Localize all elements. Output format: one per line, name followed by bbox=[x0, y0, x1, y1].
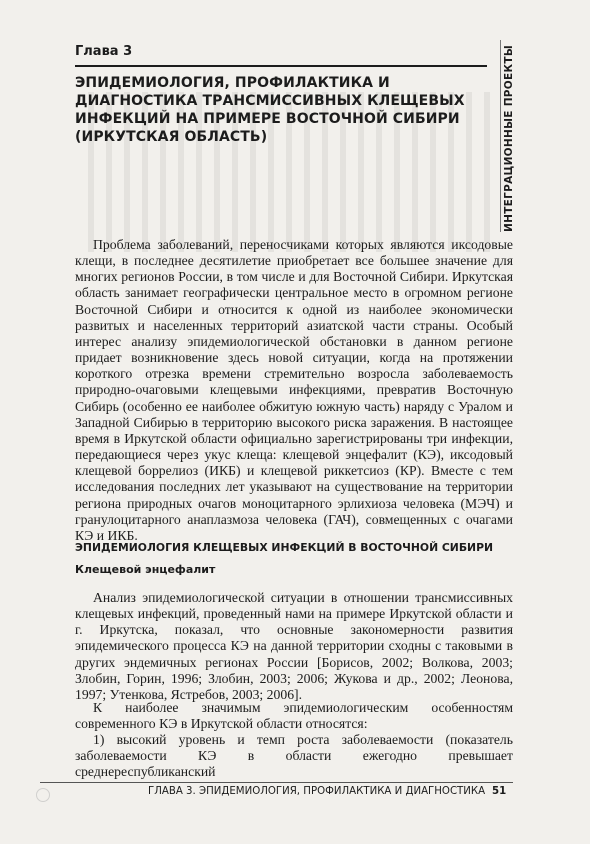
side-divider bbox=[500, 40, 501, 232]
features-intro-paragraph: К наиболее значимым эпидемиологическим особенностям современного КЭ в Иркутской области относятся: bbox=[75, 700, 513, 732]
page-number: 51 bbox=[492, 786, 507, 797]
chapter-label: Глава 3 bbox=[75, 44, 133, 59]
chapter-title: ЭПИДЕМИОЛОГИЯ, ПРОФИЛАКТИКА И ДИАГНОСТИКА ТРАНСМИССИВНЫХ КЛЕЩЕВЫХ ИНФЕКЦИЙ НА ПРИМЕРЕ ВОСТОЧНОЙ СИБИРИ (ИРКУТСКАЯ ОБЛАСТЬ) bbox=[75, 75, 465, 145]
footer-mark-icon bbox=[36, 788, 50, 802]
section-side-label: ИНТЕГРАЦИОННЫЕ ПРОЕКТЫ bbox=[503, 45, 515, 232]
footer-divider bbox=[40, 782, 513, 783]
section-heading: ЭПИДЕМИОЛОГИЯ КЛЕЩЕВЫХ ИНФЕКЦИЙ В ВОСТОЧНОЙ СИБИРИ bbox=[75, 541, 494, 554]
chapter-divider bbox=[75, 65, 487, 67]
feature-item-1: 1) высокий уровень и темп роста заболеваемости (показатель заболеваемости КЭ в области ежегодно превышает среднереспубликанский bbox=[75, 732, 513, 780]
intro-paragraph: Проблема заболеваний, переносчиками которых являются иксодовые клещи, в последнее десятилетие приобретает все большее значение для многих регионов России, в том числе и для Восточной Сибири. Иркутская область занимает географически центральное место в огромном регионе Восточной Сибири и относится к одной из наиболее экономически развитых и населенных территорий азиатской части страны. Особый интерес анализу эпидемиологической обстановки в данном регионе придает возникновение здесь новой ситуации, когда на протяжении короткого отрезка времени стремительно возросла заболеваемость природно-очаговыми клещевыми инфекциями, превратив Восточную Сибирь (особенно ее наиболее обжитую южную часть) наряду с Уралом и Западной Сибирью в территорию высокого риска заражения. В настоящее время в Иркутской области официально зарегистрированы три инфекции, передающиеся через укус клеща: клещевой энцефалит (КЭ), иксодовый клещевой боррелиоз (ИКБ) и клещевой риккетсиоз (КР). Вместе с тем исследования последних лет указывают на существование на территории региона природных очагов моноцитарного эрлихиоза человека (МЭЧ) и гранулоцитарного анаплазмоза человека (ГАЧ), совмещенных с очагами КЭ и ИКБ. bbox=[75, 237, 513, 543]
running-title: ГЛАВА 3. ЭПИДЕМИОЛОГИЯ, ПРОФИЛАКТИКА И ДИАГНОСТИКА bbox=[148, 786, 486, 797]
analysis-paragraph: Анализ эпидемиологической ситуации в отношении трансмиссивных клещевых инфекций, проведенный нами на примере Иркутской области и г. Иркутска, показал, что основные закономерности развития эпидемического процесса КЭ на данной территории сходны с таковыми в других эндемичных регионах России [Борисов, 2002; Волкова, 2003; Злобин, Горин, 1996; Злобин, 2003; 2006; Жукова и др., 2002; Леонова, 1997; Утенкова, Ястребов, 2003; 2006]. bbox=[75, 590, 513, 702]
subsection-heading: Клещевой энцефалит bbox=[75, 563, 216, 576]
